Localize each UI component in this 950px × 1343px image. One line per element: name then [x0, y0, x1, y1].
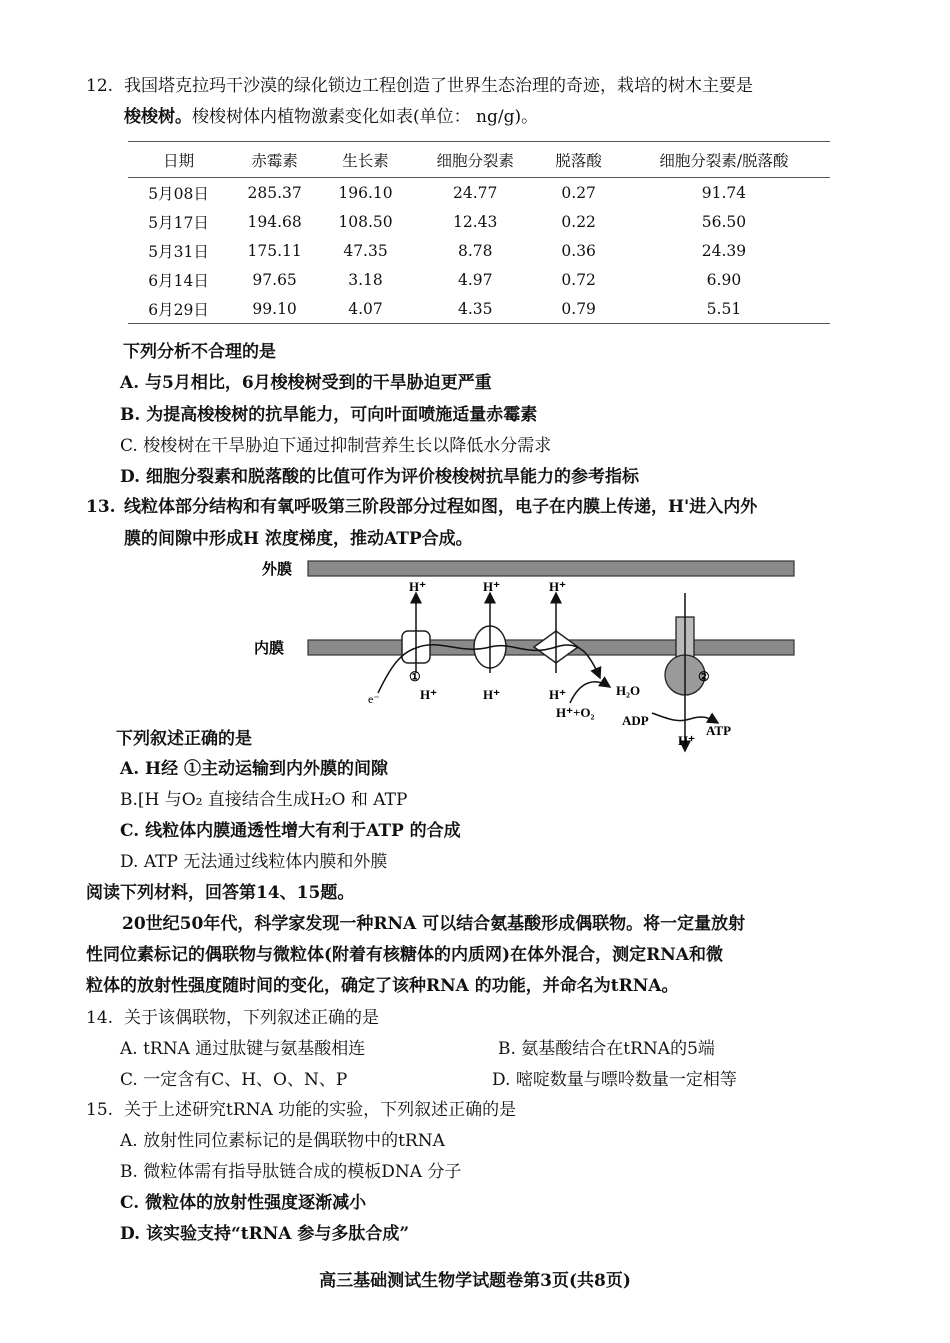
q15-option-a: A. 放射性同位素标记的是偶联物中的tRNA [120, 1131, 445, 1151]
electron-label: e⁻ [368, 692, 380, 706]
q12-number: 12. [86, 76, 114, 96]
table-row [128, 294, 830, 324]
q14-number: 14. [86, 1008, 114, 1028]
table-cell: 0.79 [539, 294, 617, 324]
header-auxin: 生长素 [320, 142, 411, 178]
material-intro: 阅读下列材料，回答第14、15题。 [86, 883, 355, 903]
table-cell: 0.36 [561, 241, 596, 260]
outer-membrane-label: 外膜 [262, 562, 293, 578]
q13-option-c: C. 线粒体内膜通透性增大有利于ATP 的合成 [120, 821, 461, 841]
proton-label: H⁺ [483, 579, 500, 594]
header-cytokinin: 细胞分裂素 [411, 142, 540, 178]
q12-option-b: B. 为提高梭梭树的抗旱能力，可向叶面喷施适量赤霉素 [120, 405, 538, 425]
q14-option-c: C. 一定含有C、H、O、N、P [120, 1070, 348, 1090]
table-cell: 12.43 [453, 212, 498, 231]
proton-label: H⁺ [483, 687, 500, 702]
proton-label: H⁺ [409, 579, 426, 594]
q12-prompt: 下列分析不合理的是 [123, 342, 276, 362]
mitochondria-diagram [250, 553, 810, 753]
proton-label: H⁺ [420, 687, 437, 702]
proton-label: H⁺ [678, 733, 695, 748]
table-cell: 285.37 [247, 183, 302, 202]
table-cell: 97.65 [252, 270, 297, 289]
material-line3: 粒体的放射性强度随时间的变化，确定了该种RNA 的功能，并命名为tRNA。 [86, 976, 679, 996]
table-header-row [128, 142, 830, 178]
table-cell: 5月08日 [148, 184, 209, 203]
complex-4-label: ② [698, 669, 710, 684]
table-row [128, 178, 830, 208]
table-cell: 0.22 [561, 212, 596, 231]
table-cell: 6月14日 [148, 271, 209, 290]
q12-option-d: D. 细胞分裂素和脱落酸的比值可作为评价梭梭树抗旱能力的参考指标 [120, 467, 639, 487]
q12-option-a: A. 与5月相比，6月梭梭树受到的干旱胁迫更严重 [120, 373, 492, 393]
atp-label: ATP [706, 723, 732, 738]
table-row [128, 236, 830, 265]
inner-membrane-label: 内膜 [254, 641, 285, 657]
material-line2: 性同位素标记的偶联物与微粒体(附着有核糖体的内质网)在体外混合，测定RNA和微 [86, 945, 723, 965]
q15-option-d: D. 该实验支持“tRNA 参与多肽合成” [120, 1224, 410, 1244]
q13-option-b: B.[H 与O₂ 直接结合生成H₂O 和 ATP [120, 790, 408, 810]
adp-label: ADP [622, 713, 649, 728]
q13-option-a: A. H经 ①主动运输到内外膜的间隙 [120, 759, 389, 779]
table-cell: 4.97 [457, 270, 493, 289]
q15-option-c: C. 微粒体的放射性强度逐渐减小 [120, 1193, 367, 1213]
q13-stem-line2: 膜的间隙中形成H 浓度梯度，推动ATP合成。 [124, 529, 473, 549]
q13-prompt: 下列叙述正确的是 [116, 729, 252, 749]
material-line1: 20世纪50年代，科学家发现一种RNA 可以结合氨基酸形成偶联物。将一定量放射 [122, 914, 746, 934]
header-abscisic-acid: 脱落酸 [539, 142, 617, 178]
table-cell: 6.90 [706, 270, 742, 289]
header-gibberellin: 赤霉素 [229, 142, 320, 178]
table-cell: 5月17日 [148, 213, 209, 232]
table-cell: 56.50 [701, 212, 747, 231]
q13-option-d: D. ATP 无法通过线粒体内膜和外膜 [120, 852, 388, 872]
table-row [128, 265, 830, 294]
table-cell: 47.35 [343, 241, 388, 260]
q12-option-c: C. 梭梭树在干旱胁迫下通过抑制营养生长以降低水分需求 [120, 436, 552, 456]
q14-stem: 14. 关于该偶联物，下列叙述正确的是 [86, 1008, 379, 1028]
table-cell: 24.77 [453, 183, 498, 202]
outer-membrane [308, 561, 794, 576]
table-cell: 0.72 [561, 270, 596, 289]
table-cell: 194.68 [247, 212, 302, 231]
table-cell: 5月31日 [148, 242, 209, 261]
proton-label: H⁺ [549, 579, 566, 594]
q15-option-b: B. 微粒体需有指导肽链合成的模板DNA 分子 [120, 1162, 462, 1182]
table-cell: 91.74 [701, 183, 747, 202]
q12-stem-line1: 12. 我国塔克拉玛干沙漠的绿化锁边工程创造了世界生态治理的奇迹，栽培的树木主要是 [86, 76, 753, 96]
q14-option-b: B. 氨基酸结合在tRNA的5端 [498, 1039, 715, 1059]
q15-stem: 15. 关于上述研究tRNA 功能的实验，下列叙述正确的是 [86, 1100, 517, 1120]
table-cell: 4.35 [411, 294, 540, 324]
q12-stem-line2: 梭梭树。梭梭树体内植物激素变化如表(单位： ng/g)。 [124, 107, 539, 127]
table-cell: 8.78 [457, 241, 493, 260]
hormone-table [128, 141, 830, 324]
proton-label: H⁺ [549, 687, 566, 702]
header-ratio: 细胞分裂素/脱落酸 [618, 142, 830, 178]
water-label: H₂O [616, 683, 641, 698]
header-date: 日期 [128, 142, 229, 178]
table-cell: 5.51 [618, 294, 830, 324]
table-cell: 0.27 [561, 183, 596, 202]
table-cell: 175.11 [247, 241, 302, 260]
table-row [128, 207, 830, 236]
water-arrow [570, 682, 610, 703]
q15-number: 15. [86, 1100, 114, 1120]
table-cell: 108.50 [338, 212, 393, 231]
table-cell: 4.07 [320, 294, 411, 324]
table-cell: 6月29日 [128, 294, 229, 324]
page-footer: 高三基础测试生物学试题卷第3页(共8页) [319, 1271, 631, 1291]
table-cell: 99.10 [229, 294, 320, 324]
table-cell: 3.18 [348, 270, 383, 289]
reactant-label: H⁺+O₂ [556, 705, 595, 720]
q14-option-d: D. 嘧啶数量与嘌呤数量一定相等 [492, 1070, 737, 1090]
q13-stem-line1: 13. 线粒体部分结构和有氧呼吸第三阶段部分过程如图，电子在内膜上传递，H'进入内外 [86, 497, 758, 517]
table-cell: 24.39 [701, 241, 747, 260]
q13-number: 13. [86, 497, 116, 517]
table-cell: 196.10 [338, 183, 393, 202]
q14-option-a: A. tRNA 通过肽键与氨基酸相连 [120, 1039, 366, 1059]
complex-1-label: ① [409, 669, 421, 684]
